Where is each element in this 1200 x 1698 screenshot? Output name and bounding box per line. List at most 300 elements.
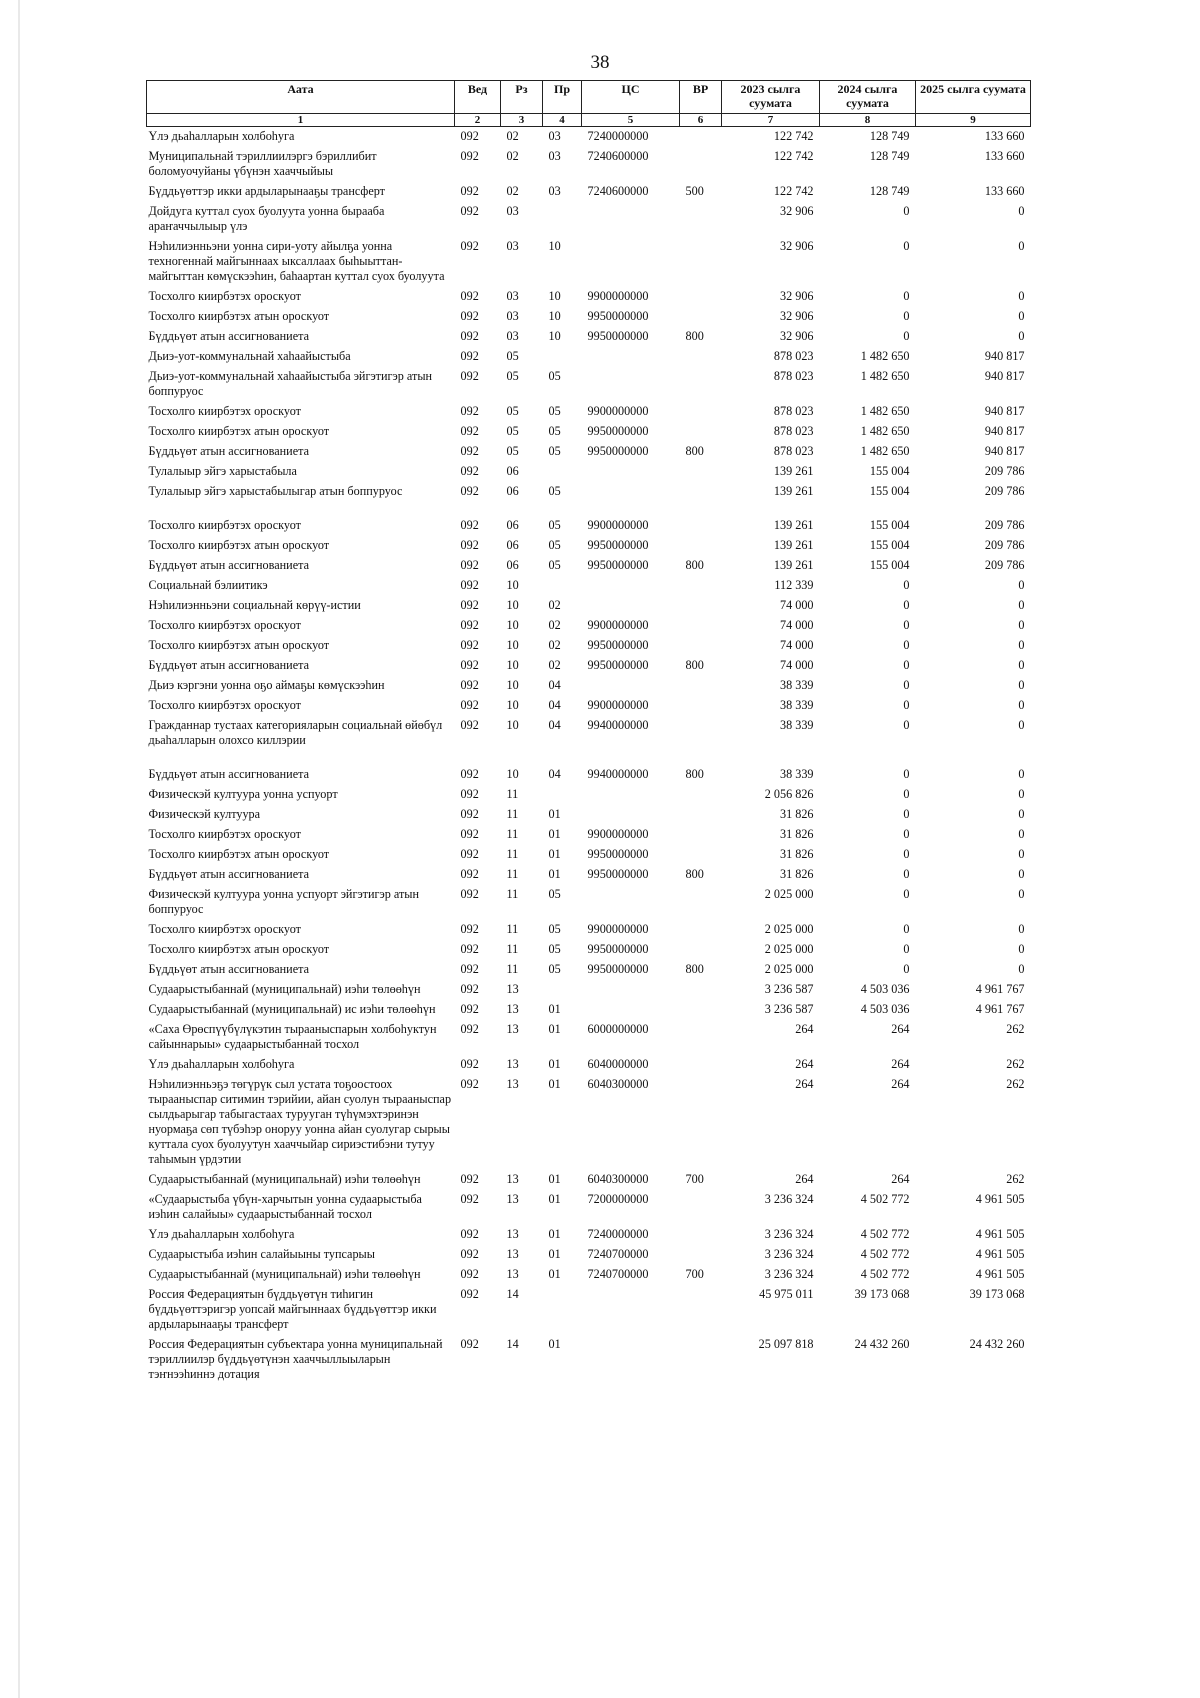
- row-ved-cell: 092: [460, 1337, 479, 1351]
- row-pr-cell: 05: [548, 922, 561, 936]
- header-rz: Рз: [501, 81, 543, 114]
- row-ved-cell: 092: [460, 239, 479, 253]
- row-pr-cell: [543, 462, 582, 482]
- row-2023-value: 74 000: [779, 618, 814, 632]
- budget-table: [146, 80, 1031, 1385]
- row-rz-cell: 11: [506, 807, 519, 821]
- row-2025-value: 24 432 260: [969, 1337, 1025, 1351]
- row-2025-value: 4 961 505: [975, 1267, 1025, 1281]
- row-ved-cell: 092: [460, 444, 479, 458]
- row-pr-cell: 10: [548, 309, 561, 323]
- row-vr-cell: [680, 980, 722, 1000]
- table-row: [147, 237, 1031, 287]
- row-vr-cell: 800: [685, 767, 704, 781]
- row-cs-cell: 7240000000: [587, 129, 649, 143]
- row-rz-cell: 11: [506, 922, 519, 936]
- row-name-cell: Нэһилиэнньэни уонна сири-уоту айылҕа уонна техногеннай майгыннаах ыксаллаах быһыыттан-майгыттан көмүскээһин, баһаартан куттал суох буолуута: [148, 239, 445, 283]
- row-cs-cell: 9950000000: [587, 658, 649, 672]
- row-2023-value: 3 236 324: [764, 1267, 814, 1281]
- row-2024-value: 24 432 260: [854, 1337, 910, 1351]
- row-pr-cell: 10: [548, 329, 561, 343]
- row-rz-cell: 13: [506, 1002, 519, 1016]
- table-row: [147, 287, 1031, 307]
- row-cs-cell: 6040300000: [587, 1077, 649, 1091]
- row-2024-value: 264: [891, 1172, 910, 1186]
- row-2025-value: 133 660: [984, 149, 1025, 163]
- row-2025-value: 262: [1006, 1172, 1025, 1186]
- row-2025-value: 0: [1018, 329, 1025, 343]
- table-row: [147, 1170, 1031, 1190]
- header-2024: 2024 сылга суумата: [820, 81, 916, 114]
- row-2024-value: 0: [903, 867, 910, 881]
- row-2024-value: 1 482 650: [860, 349, 910, 363]
- row-vr-cell: [680, 1285, 722, 1335]
- row-pr-cell: 01: [548, 827, 561, 841]
- row-pr-cell: [543, 980, 582, 1000]
- column-number: 6: [680, 114, 722, 127]
- row-2025-value: 4 961 505: [975, 1192, 1025, 1206]
- table-row: [147, 676, 1031, 696]
- row-name-cell: Нэһилиэнньэни социальнай көрүү-истии: [148, 598, 361, 612]
- row-vr-cell: [680, 536, 722, 556]
- row-pr-cell: 05: [548, 404, 561, 418]
- spacer-row: [147, 751, 1031, 765]
- row-2025-value: 0: [1018, 678, 1025, 692]
- row-pr-cell: 04: [548, 698, 561, 712]
- row-rz-cell: 10: [506, 658, 519, 672]
- row-ved-cell: 092: [460, 1077, 479, 1091]
- row-2025-value: 0: [1018, 847, 1025, 861]
- row-cs-cell: 9940000000: [587, 767, 649, 781]
- row-2023-value: 139 261: [773, 538, 814, 552]
- row-2024-value: 0: [903, 289, 910, 303]
- table-row: [147, 885, 1031, 920]
- row-2024-value: 1 482 650: [860, 404, 910, 418]
- row-2023-value: 139 261: [773, 518, 814, 532]
- row-2025-value: 0: [1018, 718, 1025, 732]
- row-pr-cell: 04: [548, 678, 561, 692]
- row-rz-cell: 06: [506, 558, 519, 572]
- row-2023-value: 878 023: [773, 444, 814, 458]
- row-2025-value: 133 660: [984, 129, 1025, 143]
- row-2025-value: 0: [1018, 309, 1025, 323]
- row-2023-value: 3 236 324: [764, 1192, 814, 1206]
- row-2025-value: 0: [1018, 698, 1025, 712]
- row-2024-value: 1 482 650: [860, 424, 910, 438]
- column-number: 9: [916, 114, 1031, 127]
- row-name-cell: Тосхолго киирбэтэх ороскуот: [148, 618, 301, 632]
- row-vr-cell: [680, 347, 722, 367]
- row-2025-value: 0: [1018, 887, 1025, 901]
- row-2024-value: 128 749: [869, 129, 910, 143]
- row-cs-cell: [582, 202, 680, 237]
- row-rz-cell: 13: [506, 1057, 519, 1071]
- table-row: [147, 1190, 1031, 1225]
- row-2024-value: 128 749: [869, 184, 910, 198]
- row-pr-cell: 05: [548, 369, 561, 383]
- row-name-cell: Тосхолго киирбэтэх ороскуот: [148, 404, 301, 418]
- row-cs-cell: 9950000000: [587, 309, 649, 323]
- row-2025-value: 0: [1018, 239, 1025, 253]
- row-pr-cell: [543, 576, 582, 596]
- row-ved-cell: 092: [460, 538, 479, 552]
- row-ved-cell: 092: [460, 1247, 479, 1261]
- row-2025-value: 262: [1006, 1077, 1025, 1091]
- table-header-row: [147, 81, 1031, 114]
- row-pr-cell: 01: [548, 1002, 561, 1016]
- row-rz-cell: 10: [506, 598, 519, 612]
- row-ved-cell: 092: [460, 718, 479, 732]
- row-2023-value: 2 025 000: [764, 962, 814, 976]
- row-2025-value: 940 817: [984, 349, 1025, 363]
- row-cs-cell: 7240700000: [587, 1267, 649, 1281]
- row-vr-cell: 800: [685, 658, 704, 672]
- row-2023-value: 74 000: [779, 598, 814, 612]
- row-2025-value: 4 961 767: [975, 1002, 1025, 1016]
- row-vr-cell: [680, 1055, 722, 1075]
- table-row: [147, 462, 1031, 482]
- row-2023-value: 878 023: [773, 404, 814, 418]
- row-2023-value: 2 056 826: [764, 787, 814, 801]
- table-row: [147, 1265, 1031, 1285]
- table-row: [147, 347, 1031, 367]
- row-ved-cell: 092: [460, 887, 479, 901]
- row-pr-cell: 01: [548, 1247, 561, 1261]
- row-2024-value: 4 503 036: [860, 1002, 910, 1016]
- row-rz-cell: 10: [506, 767, 519, 781]
- table-row: [147, 616, 1031, 636]
- row-2023-value: 878 023: [773, 349, 814, 363]
- row-2025-value: 0: [1018, 767, 1025, 781]
- row-vr-cell: 800: [685, 329, 704, 343]
- row-ved-cell: 092: [460, 129, 479, 143]
- row-cs-cell: 9940000000: [587, 718, 649, 732]
- row-cs-cell: 9950000000: [587, 424, 649, 438]
- row-2024-value: 0: [903, 658, 910, 672]
- row-name-cell: Үлэ дьаһалларын холбоһуга: [148, 129, 295, 143]
- header-ved: Вед: [455, 81, 501, 114]
- row-ved-cell: 092: [460, 787, 479, 801]
- row-2023-value: 264: [795, 1077, 814, 1091]
- row-rz-cell: 06: [506, 518, 519, 532]
- row-2023-value: 122 742: [773, 149, 814, 163]
- row-rz-cell: 03: [506, 309, 519, 323]
- row-rz-cell: 13: [506, 1192, 519, 1206]
- table-row: [147, 1225, 1031, 1245]
- row-name-cell: Тосхолго киирбэтэх ороскуот: [148, 922, 301, 936]
- table-row: [147, 920, 1031, 940]
- row-2025-value: 4 961 767: [975, 982, 1025, 996]
- row-name-cell: Россия Федерациятын субъектара уонна муниципальнай тэриллиилэр бүддьүөтүнэн хааччыллыыларын тэҥнээһиннэ дотация: [148, 1337, 443, 1381]
- row-2024-value: 155 004: [869, 464, 910, 478]
- row-2024-value: 4 502 772: [860, 1267, 910, 1281]
- row-rz-cell: 05: [506, 404, 519, 418]
- spacer-cell: [147, 502, 1031, 516]
- row-vr-cell: [680, 367, 722, 402]
- row-cs-cell: 9900000000: [587, 827, 649, 841]
- row-rz-cell: 03: [506, 329, 519, 343]
- row-cs-cell: [582, 596, 680, 616]
- row-2024-value: 4 502 772: [860, 1227, 910, 1241]
- row-2023-value: 139 261: [773, 558, 814, 572]
- row-pr-cell: 01: [548, 1172, 561, 1186]
- row-2023-value: 3 236 587: [764, 1002, 814, 1016]
- row-vr-cell: [680, 845, 722, 865]
- row-pr-cell: 04: [548, 767, 561, 781]
- row-pr-cell: 10: [548, 289, 561, 303]
- table-row: [147, 307, 1031, 327]
- row-vr-cell: 700: [685, 1267, 704, 1281]
- page-number: 38: [590, 52, 610, 73]
- table-row: [147, 1245, 1031, 1265]
- row-vr-cell: 700: [685, 1172, 704, 1186]
- row-2025-value: 4 961 505: [975, 1247, 1025, 1261]
- row-name-cell: Тосхолго киирбэтэх ороскуот: [148, 698, 301, 712]
- row-2023-value: 74 000: [779, 658, 814, 672]
- row-2024-value: 128 749: [869, 149, 910, 163]
- row-name-cell: Нэһилиэнньэҕэ төгүрүк сыл устата тоҕоостоох тырааныспар ситимин тэрийии, айан суолун тырааныспар сылдьарыгар табыгастаах турууган түһүмэхтэринэн нуормаҕа сөп түбэһэр оноруу уонна айан суолугар сырыы куттала суох буолуутун хааччыйар сириэстибэни тутуу таһымын үрдэтии: [148, 1077, 452, 1166]
- row-name-cell: Бүддьүөт атын ассигнованиета: [148, 867, 309, 881]
- row-ved-cell: 092: [460, 404, 479, 418]
- row-vr-cell: [680, 805, 722, 825]
- row-2023-value: 32 906: [779, 329, 814, 343]
- row-cs-cell: [582, 1285, 680, 1335]
- row-name-cell: Судаарыстыбаннай (муниципальнай) иэһи төлөөһүн: [148, 1172, 421, 1186]
- row-2024-value: 0: [903, 718, 910, 732]
- row-name-cell: Социальнай бэлиитикэ: [148, 578, 268, 592]
- row-2024-value: 0: [903, 787, 910, 801]
- column-number: 4: [543, 114, 582, 127]
- row-name-cell: Физическэй култуура уонна успуорт: [148, 787, 338, 801]
- row-2024-value: 0: [903, 887, 910, 901]
- row-vr-cell: [680, 287, 722, 307]
- row-rz-cell: 10: [506, 578, 519, 592]
- row-2023-value: 139 261: [773, 484, 814, 498]
- row-rz-cell: 11: [506, 787, 519, 801]
- row-vr-cell: [680, 696, 722, 716]
- row-vr-cell: [680, 940, 722, 960]
- row-cs-cell: [582, 576, 680, 596]
- row-cs-cell: 9900000000: [587, 698, 649, 712]
- table-row: [147, 127, 1031, 148]
- header-2025: 2025 сылга суумата: [916, 81, 1031, 114]
- row-pr-cell: 02: [548, 638, 561, 652]
- row-pr-cell: 02: [548, 618, 561, 632]
- row-2024-value: 0: [903, 204, 910, 218]
- row-name-cell: Бүддьүөт атын ассигнованиета: [148, 962, 309, 976]
- table-row: [147, 1000, 1031, 1020]
- row-2024-value: 0: [903, 922, 910, 936]
- row-vr-cell: 800: [685, 962, 704, 976]
- header-pr: Пр: [543, 81, 582, 114]
- row-pr-cell: 01: [548, 1227, 561, 1241]
- row-pr-cell: 05: [548, 484, 561, 498]
- row-name-cell: Тосхолго киирбэтэх атын ороскуот: [148, 847, 330, 861]
- row-2023-value: 139 261: [773, 464, 814, 478]
- row-2024-value: 155 004: [869, 538, 910, 552]
- row-2025-value: 133 660: [984, 184, 1025, 198]
- row-cs-cell: 9950000000: [587, 942, 649, 956]
- row-ved-cell: 092: [460, 598, 479, 612]
- table-row: [147, 536, 1031, 556]
- row-2023-value: 112 339: [774, 578, 814, 592]
- row-2024-value: 155 004: [869, 484, 910, 498]
- row-rz-cell: 13: [506, 1247, 519, 1261]
- row-2023-value: 2 025 000: [764, 887, 814, 901]
- row-2024-value: 1 482 650: [860, 444, 910, 458]
- row-vr-cell: [680, 516, 722, 536]
- row-vr-cell: 500: [685, 184, 704, 198]
- row-ved-cell: 092: [460, 1227, 479, 1241]
- row-2025-value: 0: [1018, 962, 1025, 976]
- row-ved-cell: 092: [460, 847, 479, 861]
- row-vr-cell: [680, 1000, 722, 1020]
- column-number: 2: [455, 114, 501, 127]
- header-cs: ЦС: [582, 81, 680, 114]
- row-pr-cell: 05: [548, 424, 561, 438]
- row-2024-value: 0: [903, 678, 910, 692]
- row-rz-cell: 11: [506, 942, 519, 956]
- row-2024-value: 1 482 650: [860, 369, 910, 383]
- row-vr-cell: [680, 1020, 722, 1055]
- column-number: 7: [722, 114, 820, 127]
- row-pr-cell: 01: [548, 1022, 561, 1036]
- row-pr-cell: 05: [548, 887, 561, 901]
- row-vr-cell: [680, 1075, 722, 1170]
- row-ved-cell: 092: [460, 962, 479, 976]
- row-vr-cell: [680, 616, 722, 636]
- row-rz-cell: 14: [506, 1287, 519, 1301]
- row-vr-cell: [680, 785, 722, 805]
- column-number: 1: [147, 114, 455, 127]
- row-pr-cell: 01: [548, 807, 561, 821]
- row-cs-cell: [582, 785, 680, 805]
- row-2023-value: 122 742: [773, 184, 814, 198]
- row-ved-cell: 092: [460, 184, 479, 198]
- row-cs-cell: 9950000000: [587, 867, 649, 881]
- row-2024-value: 0: [903, 309, 910, 323]
- row-rz-cell: 14: [506, 1337, 519, 1351]
- row-2023-value: 32 906: [779, 204, 814, 218]
- row-2025-value: 0: [1018, 867, 1025, 881]
- row-vr-cell: [680, 402, 722, 422]
- row-vr-cell: [680, 422, 722, 442]
- header-2023: 2023 сылга суумата: [722, 81, 820, 114]
- row-name-cell: Дойдуга куттал суох буолуута уонна бырааба араҥаччылыыр үлэ: [148, 204, 385, 233]
- row-name-cell: Дьиэ-уот-коммунальнай хаһаайыстыба: [148, 349, 351, 363]
- row-2025-value: 209 786: [984, 464, 1025, 478]
- table-row: [147, 202, 1031, 237]
- row-vr-cell: [680, 1335, 722, 1385]
- row-cs-cell: 9950000000: [587, 558, 649, 572]
- row-vr-cell: [680, 825, 722, 845]
- row-2025-value: 0: [1018, 204, 1025, 218]
- table-row: [147, 1285, 1031, 1335]
- row-rz-cell: 06: [506, 538, 519, 552]
- row-pr-cell: 01: [548, 1077, 561, 1091]
- row-rz-cell: 06: [506, 464, 519, 478]
- row-vr-cell: [680, 885, 722, 920]
- row-2024-value: 0: [903, 962, 910, 976]
- row-cs-cell: 7240000000: [587, 1227, 649, 1241]
- row-pr-cell: [543, 1285, 582, 1335]
- row-pr-cell: [543, 347, 582, 367]
- row-vr-cell: [680, 596, 722, 616]
- row-2023-value: 878 023: [773, 424, 814, 438]
- row-name-cell: Тулалыыр эйгэ харыстабыла: [148, 464, 297, 478]
- header-vr: ВР: [680, 81, 722, 114]
- row-2024-value: 0: [903, 827, 910, 841]
- row-cs-cell: [582, 1000, 680, 1020]
- row-pr-cell: [543, 202, 582, 237]
- row-cs-cell: 6040300000: [587, 1172, 649, 1186]
- row-ved-cell: 092: [460, 618, 479, 632]
- row-cs-cell: 9900000000: [587, 618, 649, 632]
- row-2025-value: 0: [1018, 658, 1025, 672]
- row-name-cell: Тосхолго киирбэтэх атын ороскуот: [148, 638, 330, 652]
- row-2024-value: 0: [903, 942, 910, 956]
- row-2024-value: 155 004: [869, 558, 910, 572]
- row-2024-value: 0: [903, 767, 910, 781]
- row-pr-cell: 04: [548, 718, 561, 732]
- row-rz-cell: 02: [506, 184, 519, 198]
- row-rz-cell: 03: [506, 239, 519, 253]
- row-ved-cell: 092: [460, 464, 479, 478]
- row-name-cell: Дьиэ кэргэни уонна оҕо аймаҕы көмүскээһин: [148, 678, 385, 692]
- row-rz-cell: 10: [506, 618, 519, 632]
- row-ved-cell: 092: [460, 518, 479, 532]
- row-cs-cell: 9950000000: [587, 638, 649, 652]
- table-row: [147, 182, 1031, 202]
- table-row: [147, 785, 1031, 805]
- row-name-cell: Бүддьүөт атын ассигнованиета: [148, 329, 309, 343]
- row-pr-cell: 03: [548, 149, 561, 163]
- row-2024-value: 155 004: [869, 518, 910, 532]
- row-2025-value: 0: [1018, 638, 1025, 652]
- row-cs-cell: 9900000000: [587, 404, 649, 418]
- row-rz-cell: 11: [506, 962, 519, 976]
- row-name-cell: Тосхолго киирбэтэх атын ороскуот: [148, 424, 330, 438]
- row-cs-cell: 9900000000: [587, 289, 649, 303]
- row-name-cell: Тулалыыр эйгэ харыстабылыгар атын боппуруос: [148, 484, 403, 498]
- row-vr-cell: [680, 1225, 722, 1245]
- row-pr-cell: 01: [548, 1337, 561, 1351]
- row-pr-cell: 05: [548, 942, 561, 956]
- row-vr-cell: [680, 920, 722, 940]
- row-name-cell: «Саха Өрөспүүбүлүкэтин тырааныспарын холбоһуктун сайыннарыы» судаарыстыбаннай тосхол: [148, 1022, 437, 1051]
- row-rz-cell: 13: [506, 1267, 519, 1281]
- row-2023-value: 38 339: [779, 767, 814, 781]
- row-cs-cell: [582, 885, 680, 920]
- table-row: [147, 636, 1031, 656]
- row-2025-value: 209 786: [984, 558, 1025, 572]
- row-cs-cell: 9900000000: [587, 922, 649, 936]
- row-rz-cell: 02: [506, 129, 519, 143]
- table-row: [147, 367, 1031, 402]
- table-row: [147, 940, 1031, 960]
- row-2025-value: 262: [1006, 1022, 1025, 1036]
- row-ved-cell: 092: [460, 767, 479, 781]
- row-cs-cell: 9900000000: [587, 518, 649, 532]
- row-rz-cell: 11: [506, 867, 519, 881]
- row-cs-cell: 9950000000: [587, 329, 649, 343]
- row-2025-value: 209 786: [984, 518, 1025, 532]
- column-number: 5: [582, 114, 680, 127]
- row-name-cell: Россия Федерациятын бүддьүөтүн тиһигин бүддьүөттэригэр уопсай майгыннаах бүддьүөттэр икки ардыларынааҕы трансферт: [148, 1287, 437, 1331]
- table-row: [147, 482, 1031, 502]
- row-2025-value: 0: [1018, 598, 1025, 612]
- row-ved-cell: 092: [460, 424, 479, 438]
